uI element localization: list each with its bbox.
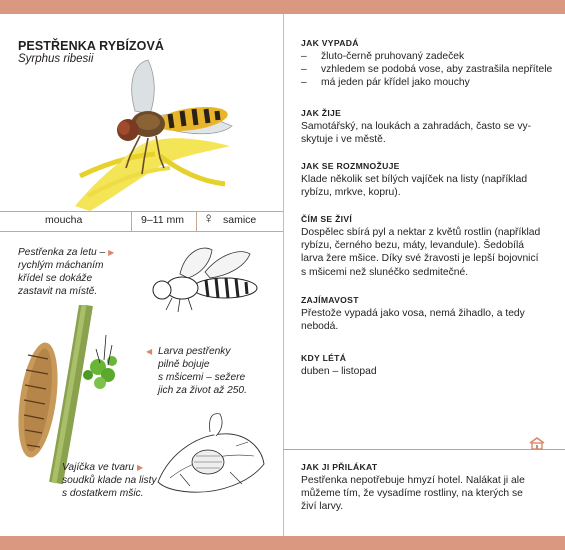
- body-line: živí larvy.: [301, 501, 344, 513]
- dash-icon: –: [301, 64, 307, 76]
- section-body: [301, 307, 553, 333]
- list-item-text: žluto-černě pruhovaný zadeček: [321, 51, 465, 62]
- stat-group: moucha: [45, 214, 83, 226]
- body-line: skytuje i ve městě.: [301, 134, 386, 146]
- caption-line: Pestřenka za letu –: [18, 247, 106, 258]
- caption-line: zastavit na místě.: [18, 286, 98, 297]
- section-looks: [301, 38, 553, 90]
- stat-divider: [196, 212, 197, 231]
- attract-divider: [283, 449, 565, 450]
- list-item-text: vzhledem se podobá vose, aby zastrašila nepřítele: [321, 64, 553, 76]
- body-line: larva žere mšice. Díky své žravosti je lepší bojovnicí: [301, 253, 539, 265]
- section-when: [301, 353, 553, 378]
- hoverfly-illustration: [60, 56, 270, 211]
- female-symbol: ♀: [203, 210, 215, 227]
- body-line: nebodá.: [301, 321, 339, 333]
- caption-eggs: [62, 461, 157, 500]
- section-heading: ZAJÍMAVOST: [301, 295, 359, 305]
- eggs-on-leaf-sketch: [150, 412, 272, 500]
- section-heading: KDY LÉTÁ: [301, 353, 347, 363]
- top-band: [0, 0, 565, 14]
- caption-line: rychlým máchaním: [18, 260, 104, 271]
- species-latin-name: Syrphus ribesii: [18, 53, 94, 65]
- body-line: můžeme tím, že vysadíme rostliny, na kterých se: [301, 488, 523, 500]
- list-item: [301, 76, 553, 89]
- caption-line: Vajíčka ve tvaru: [62, 462, 135, 473]
- caption-line: soudků klade na listy: [62, 475, 157, 486]
- body-line: Přestože vypadá jako vosa, nemá žihadlo, a tedy: [301, 308, 525, 319]
- looks-list: [301, 50, 553, 90]
- section-heading: JAK JI PŘILÁKAT: [301, 462, 378, 472]
- caption-larva: [146, 345, 247, 397]
- stat-size: 9–11 mm: [141, 214, 184, 226]
- section-feeds: [301, 214, 553, 279]
- arrow-right-icon: ▶: [136, 463, 144, 472]
- section-heading: ČÍM SE ŽIVÍ: [301, 214, 353, 224]
- section-fact: [301, 295, 553, 333]
- section-heading: JAK VYPADÁ: [301, 38, 359, 48]
- insect-hotel-icon: [529, 437, 545, 450]
- stats-bottom-line: [0, 231, 283, 232]
- body-line: Pestřenka nepotřebuje hmyzí hotel. Nalákat ji ale: [301, 475, 525, 486]
- stat-sex: samice: [223, 214, 257, 226]
- body-line: Samotářský, na loukách a zahradách, často se vy-: [301, 121, 532, 132]
- section-body: [301, 173, 553, 199]
- section-body: [301, 120, 553, 146]
- bottom-band: [0, 536, 565, 550]
- larva-on-stem-illustration: [8, 305, 138, 485]
- section-heading: JAK ŽIJE: [301, 108, 342, 118]
- caption-flight: [18, 246, 114, 298]
- body-line: duben – listopad: [301, 366, 377, 377]
- list-item-text: má jeden pár křídel jako mouchy: [321, 77, 470, 89]
- section-attract: [301, 462, 553, 514]
- column-divider: [283, 14, 284, 536]
- caption-line: křídel se dokáže: [18, 273, 93, 284]
- stats-strip: [0, 212, 283, 231]
- section-breeds: [301, 161, 553, 199]
- caption-line: pilně bojuje: [158, 359, 210, 370]
- body-line: rybízu, černého bezu, máty, levandule). Šedobílá: [301, 240, 525, 252]
- section-body: [301, 474, 553, 514]
- section-body: [301, 365, 553, 378]
- caption-line: jich za život až 250.: [158, 385, 247, 396]
- flying-hoverfly-sketch: [140, 244, 270, 314]
- section-body: [301, 226, 553, 279]
- body-line: Klade několik set bílých vajíček na listy (například: [301, 174, 528, 185]
- caption-line: s mšicemi – sežere: [158, 372, 246, 383]
- body-line: Dospělec sbírá pyl a nektar z květů rostlin (například: [301, 227, 541, 238]
- caption-line: Larva pestřenky: [158, 346, 231, 357]
- section-lives: [301, 108, 553, 146]
- dash-icon: –: [301, 77, 307, 89]
- body-line: rybízu, mrkve, kopru).: [301, 187, 401, 199]
- section-heading: JAK SE ROZMNOŽUJE: [301, 161, 400, 171]
- caption-line: s dostatkem mšic.: [62, 488, 144, 499]
- body-line: s mšicemi než slunéčko sedmitečné.: [301, 266, 469, 278]
- arrow-left-icon: ◀: [146, 347, 153, 356]
- dash-icon: –: [301, 51, 307, 62]
- stat-divider: [131, 212, 132, 231]
- list-item: [301, 63, 553, 76]
- list-item: [301, 50, 553, 63]
- species-title: PESTŘENKA RYBÍZOVÁ: [18, 39, 165, 53]
- arrow-right-icon: ▶: [108, 248, 115, 257]
